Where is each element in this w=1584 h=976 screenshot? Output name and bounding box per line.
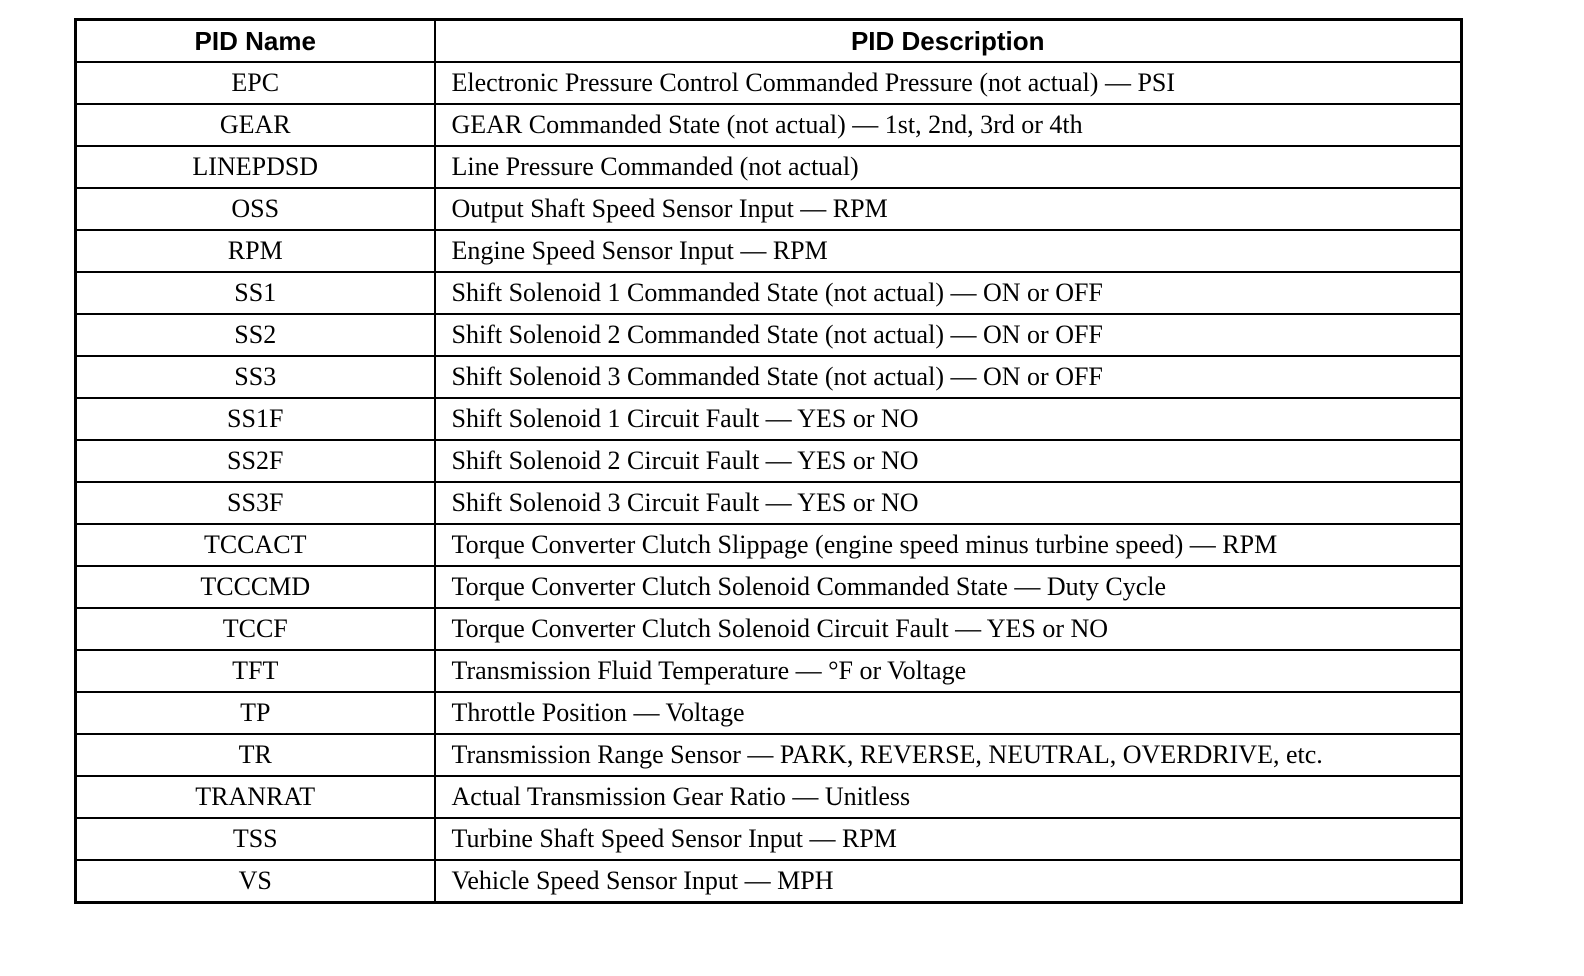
table-row xyxy=(76,692,1462,734)
table-row xyxy=(76,776,1462,818)
pid-name-cell: TCCACT xyxy=(76,524,435,566)
pid-name-cell: SS1 xyxy=(76,272,435,314)
table-header-row xyxy=(76,20,1462,63)
pid-name-cell: TRANRAT xyxy=(76,776,435,818)
pid-name-cell: TP xyxy=(76,692,435,734)
pid-name-cell: TCCF xyxy=(76,608,435,650)
table-row xyxy=(76,188,1462,230)
pid-name-cell: TCCCMD xyxy=(76,566,435,608)
pid-description-cell: Torque Converter Clutch Solenoid Commanded State — Duty Cycle xyxy=(435,566,1462,608)
pid-name-cell: OSS xyxy=(76,188,435,230)
pid-name-cell: VS xyxy=(76,860,435,903)
table-row xyxy=(76,62,1462,104)
pid-description-cell: Transmission Fluid Temperature — °F or Voltage xyxy=(435,650,1462,692)
pid-name-cell: SS2F xyxy=(76,440,435,482)
pid-name-cell: GEAR xyxy=(76,104,435,146)
table-row xyxy=(76,398,1462,440)
pid-name-cell: TFT xyxy=(76,650,435,692)
table-row xyxy=(76,818,1462,860)
table-row xyxy=(76,566,1462,608)
pid-description-cell: Shift Solenoid 3 Circuit Fault — YES or NO xyxy=(435,482,1462,524)
pid-name-cell: SS3 xyxy=(76,356,435,398)
table-body xyxy=(76,62,1462,903)
pid-name-cell: LINEPDSD xyxy=(76,146,435,188)
pid-name-cell: RPM xyxy=(76,230,435,272)
table-row xyxy=(76,356,1462,398)
pid-name-cell: SS3F xyxy=(76,482,435,524)
pid-description-cell: Vehicle Speed Sensor Input — MPH xyxy=(435,860,1462,903)
column-header-pid-name: PID Name xyxy=(76,20,435,63)
table-row xyxy=(76,272,1462,314)
pid-description-cell: Turbine Shaft Speed Sensor Input — RPM xyxy=(435,818,1462,860)
pid-description-cell: Actual Transmission Gear Ratio — Unitless xyxy=(435,776,1462,818)
pid-description-cell: Output Shaft Speed Sensor Input — RPM xyxy=(435,188,1462,230)
table-row xyxy=(76,860,1462,903)
pid-description-cell: Engine Speed Sensor Input — RPM xyxy=(435,230,1462,272)
table-row xyxy=(76,104,1462,146)
pid-description-cell: Shift Solenoid 3 Commanded State (not actual) — ON or OFF xyxy=(435,356,1462,398)
pid-description-cell: Shift Solenoid 1 Commanded State (not actual) — ON or OFF xyxy=(435,272,1462,314)
table-row xyxy=(76,440,1462,482)
table-row xyxy=(76,524,1462,566)
table-row xyxy=(76,650,1462,692)
table-row xyxy=(76,146,1462,188)
pid-description-cell: Line Pressure Commanded (not actual) xyxy=(435,146,1462,188)
pid-name-cell: SS1F xyxy=(76,398,435,440)
column-header-pid-description: PID Description xyxy=(435,20,1462,63)
pid-description-cell: Torque Converter Clutch Solenoid Circuit Fault — YES or NO xyxy=(435,608,1462,650)
pid-description-cell: Shift Solenoid 1 Circuit Fault — YES or NO xyxy=(435,398,1462,440)
table-row xyxy=(76,734,1462,776)
table-row xyxy=(76,314,1462,356)
pid-description-cell: GEAR Commanded State (not actual) — 1st, 2nd, 3rd or 4th xyxy=(435,104,1462,146)
pid-description-cell: Torque Converter Clutch Slippage (engine speed minus turbine speed) — RPM xyxy=(435,524,1462,566)
pid-name-cell: TR xyxy=(76,734,435,776)
table-row xyxy=(76,608,1462,650)
pid-name-cell: EPC xyxy=(76,62,435,104)
pid-description-cell: Electronic Pressure Control Commanded Pressure (not actual) — PSI xyxy=(435,62,1462,104)
pid-name-cell: TSS xyxy=(76,818,435,860)
pid-description-cell: Shift Solenoid 2 Circuit Fault — YES or NO xyxy=(435,440,1462,482)
pid-description-cell: Throttle Position — Voltage xyxy=(435,692,1462,734)
pid-table xyxy=(74,18,1463,904)
table-row xyxy=(76,230,1462,272)
pid-description-cell: Shift Solenoid 2 Commanded State (not actual) — ON or OFF xyxy=(435,314,1462,356)
table-row xyxy=(76,482,1462,524)
pid-description-cell: Transmission Range Sensor — PARK, REVERSE, NEUTRAL, OVERDRIVE, etc. xyxy=(435,734,1462,776)
pid-name-cell: SS2 xyxy=(76,314,435,356)
